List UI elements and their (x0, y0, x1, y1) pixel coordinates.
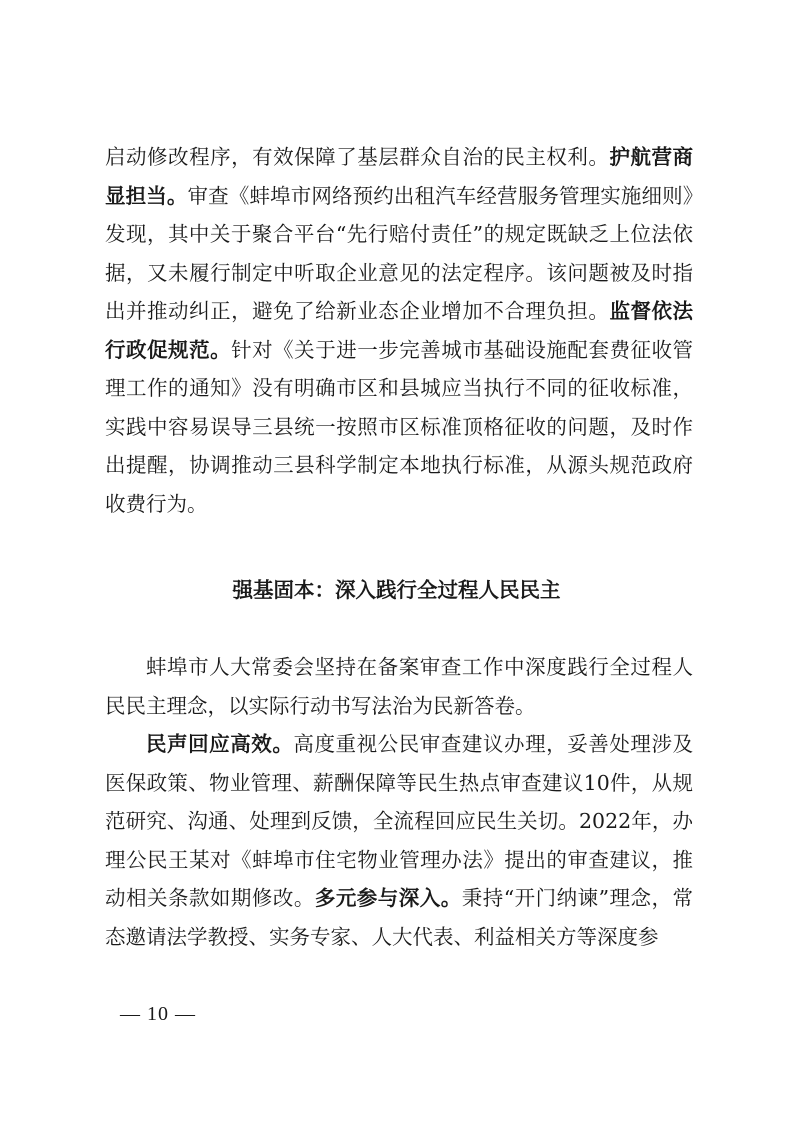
lead-phrase-business-environment: 护航营商显担当。 (105, 145, 694, 208)
paragraph-supervision (105, 138, 693, 523)
section-heading: 强基固本：深入践行全过程人民民主 (232, 578, 561, 602)
body-section-1 (105, 138, 693, 523)
paragraph-text: 针对《关于进一步完善城市基础设施配套费征收管理工作的通知》没有明确市区和县城应当执行不同的征收标准，实践中容易误导三县统一按照市区标准顶格征收的问题，及时作出提醒，协调推动三县科学制定本地执行标准，从源头规范政府收费行为。 (105, 337, 694, 516)
paragraph-text: 高度重视公民审查建议办理，妥善处理涉及医保政策、物业管理、薪酬保障等民生热点审查建议10件，从规范研究、沟通、处理到反馈，全流程回应民生关切。2022年，办理公民王某对《蚌埠市住宅物业管理办法》提出的审查建议，推动相关条款如期修改。 (105, 732, 694, 910)
paragraph-text: 审查《蚌埠市网络预约出租汽车经营服务管理实施细则》发现，其中关于聚合平台“先行赔付责任”的规定既缺乏上位法依据，又未履行制定中听取企业意见的法定程序。该问题被及时指出并推动纠正，避免了给新业态企业增加不合理负担。 (105, 183, 694, 323)
body-section-2 (105, 648, 693, 956)
page-number: — 10 — (120, 1003, 196, 1025)
lead-phrase-participation: 多元参与深入。 (314, 886, 462, 910)
lead-phrase-public-response: 民声回应高效。 (146, 732, 294, 756)
paragraph-text: 秉持“开门纳谏”理念，常态邀请法学教授、实务专家、人大代表、利益相关方等深度参 (105, 886, 694, 949)
lead-phrase-lawful-administration: 监督依法行政促规范。 (105, 299, 694, 362)
paragraph-text: 启动修改程序，有效保障了基层群众自治的民主权利。 (105, 145, 610, 169)
paragraph-intro: 蚌埠市人大常委会坚持在备案审查工作中深度践行全过程人民民主理念，以实际行动书写法治为民新答卷。 (105, 655, 693, 718)
paragraph-public-response (105, 725, 693, 956)
